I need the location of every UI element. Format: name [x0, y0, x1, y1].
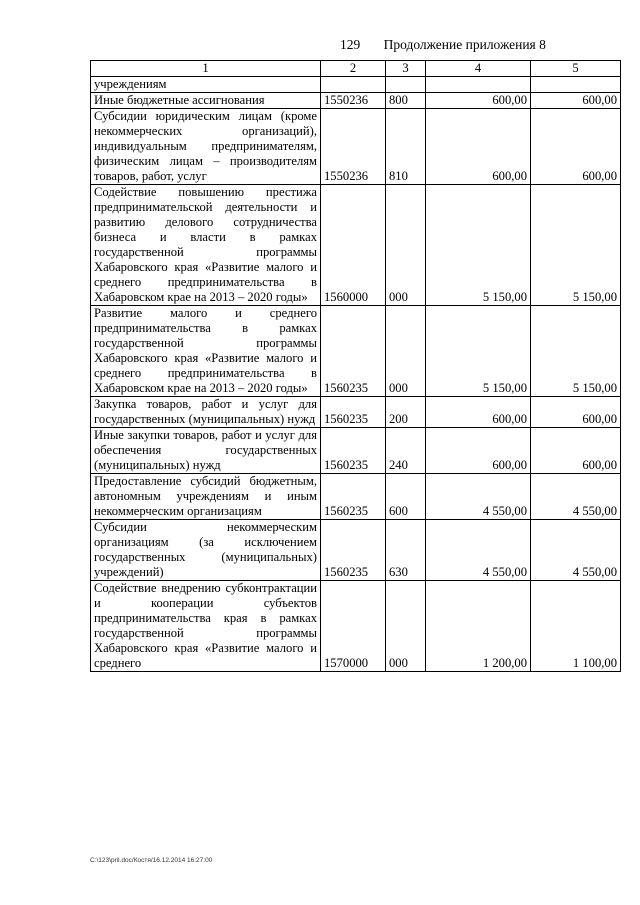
page-title: Продолжение приложения 8 — [383, 37, 546, 52]
table-row — [91, 109, 621, 185]
row-type-cell: 800 — [386, 93, 426, 109]
row-name-cell: Содействие внедрению субконтрактации и кооперации субъектов предпринимательства края в рамках государственной программы Хабаровского края «Развитие малого и среднего — [91, 581, 321, 672]
row-type-cell: 000 — [386, 306, 426, 397]
row-code-cell — [321, 77, 386, 93]
row-type-cell: 240 — [386, 428, 426, 474]
row-name-cell: Предоставление субсидий бюджетным, автономным учреждениям и иным некоммерческим организациям — [91, 474, 321, 520]
row-name-cell: учреждениям — [91, 77, 321, 93]
row-value-2015-cell: 600,00 — [531, 109, 621, 185]
row-value-2015-cell — [531, 77, 621, 93]
row-value-2014-cell: 5 150,00 — [426, 185, 531, 306]
row-name-cell: Субсидии юридическим лицам (кроме некоммерческих организаций), индивидуальным предпринимателям, физическим лицам – производителям товаров, работ, услуг — [91, 109, 321, 185]
file-path-footer: C:\123\pril.doc/Костя/16.12.2014 16:27:00 — [90, 857, 213, 864]
row-name-cell: Развитие малого и среднего предпринимательства в рамках государственной программы Хабаровского края «Развитие малого и среднего предпринимательства в Хабаровском крае на 2013 – 2020 годы» — [91, 306, 321, 397]
row-value-2015-cell: 600,00 — [531, 93, 621, 109]
row-value-2015-cell: 600,00 — [531, 428, 621, 474]
row-type-cell: 630 — [386, 520, 426, 581]
row-value-2014-cell — [426, 77, 531, 93]
row-type-cell: 200 — [386, 397, 426, 428]
row-value-2014-cell: 5 150,00 — [426, 306, 531, 397]
table-row — [91, 185, 621, 306]
row-value-2014-cell: 600,00 — [426, 109, 531, 185]
row-code-cell: 1550236 — [321, 93, 386, 109]
row-type-cell: 000 — [386, 581, 426, 672]
row-code-cell: 1560235 — [321, 397, 386, 428]
column-header: 3 — [386, 61, 426, 77]
row-name-cell: Содействие повышению престижа предпринимательской деятельности и развитию делового сотрудничества бизнеса и власти в рамках государственной программы Хабаровского края «Развитие малого и среднего предпринимательства в Хабаровском крае на 2013 – 2020 годы» — [91, 185, 321, 306]
row-value-2014-cell: 4 550,00 — [426, 520, 531, 581]
column-header: 1 — [91, 61, 321, 77]
row-value-2015-cell: 4 550,00 — [531, 520, 621, 581]
row-name-cell: Иные бюджетные ассигнования — [91, 93, 321, 109]
row-code-cell: 1560235 — [321, 520, 386, 581]
column-header: 4 — [426, 61, 531, 77]
row-code-cell: 1550236 — [321, 109, 386, 185]
table-row — [91, 474, 621, 520]
table-header-row — [91, 61, 621, 77]
column-header: 2 — [321, 61, 386, 77]
row-name-cell: Закупка товаров, работ и услуг для государственных (муниципальных) нужд — [91, 397, 321, 428]
table-row — [91, 93, 621, 109]
page-number: 129 — [340, 37, 361, 52]
row-code-cell: 1570000 — [321, 581, 386, 672]
row-value-2015-cell: 4 550,00 — [531, 474, 621, 520]
row-type-cell: 000 — [386, 185, 426, 306]
row-name-cell: Иные закупки товаров, работ и услуг для обеспечения государственных (муниципальных) нужд — [91, 428, 321, 474]
row-value-2014-cell: 600,00 — [426, 428, 531, 474]
row-value-2014-cell: 4 550,00 — [426, 474, 531, 520]
budget-table — [90, 60, 621, 672]
row-value-2014-cell: 600,00 — [426, 397, 531, 428]
table-row — [91, 581, 621, 672]
row-type-cell: 810 — [386, 109, 426, 185]
table-row — [91, 520, 621, 581]
row-type-cell: 600 — [386, 474, 426, 520]
row-value-2014-cell: 1 200,00 — [426, 581, 531, 672]
row-code-cell: 1560000 — [321, 185, 386, 306]
table-row — [91, 428, 621, 474]
table-body — [91, 77, 621, 672]
table-row — [91, 306, 621, 397]
row-value-2014-cell: 600,00 — [426, 93, 531, 109]
row-value-2015-cell: 1 100,00 — [531, 581, 621, 672]
row-name-cell: Субсидии некоммерческим организациям (за исключением государственных (муниципальных) учреждений) — [91, 520, 321, 581]
table-row — [91, 397, 621, 428]
page-header — [340, 37, 570, 53]
row-value-2015-cell: 600,00 — [531, 397, 621, 428]
row-value-2015-cell: 5 150,00 — [531, 306, 621, 397]
row-code-cell: 1560235 — [321, 306, 386, 397]
row-code-cell: 1560235 — [321, 474, 386, 520]
row-type-cell — [386, 77, 426, 93]
row-value-2015-cell: 5 150,00 — [531, 185, 621, 306]
column-header: 5 — [531, 61, 621, 77]
table-row — [91, 77, 621, 93]
row-code-cell: 1560235 — [321, 428, 386, 474]
